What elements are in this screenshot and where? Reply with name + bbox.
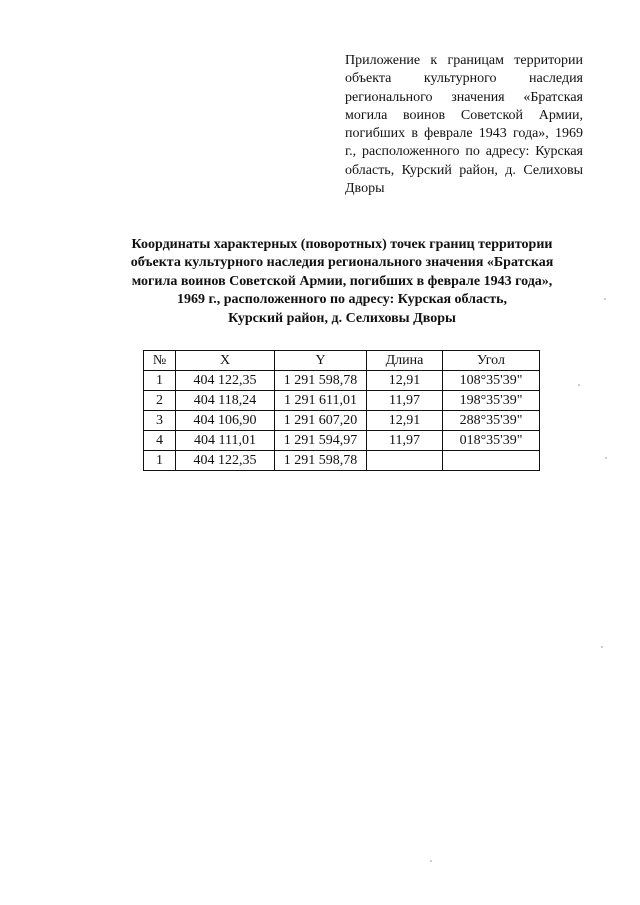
scan-speck: [605, 457, 607, 459]
scan-speck: [604, 298, 606, 300]
cell-angle: 288°35'39": [443, 411, 540, 431]
cell-length: 12,91: [367, 411, 443, 431]
cell-length: 11,97: [367, 431, 443, 451]
table-row: [144, 431, 540, 451]
document-title: [100, 236, 584, 328]
cell-y: 1 291 594,97: [275, 431, 367, 451]
appendix-note: Приложение к границам территории объекта культурного наследия регионального значения «Братская могила воинов Советской Армии, погибших в феврале 1943 года», 1969 г., расположенного по адресу: Курская область, Курский район, д. Селиховы Дворы: [345, 53, 583, 197]
cell-y: 1 291 598,78: [275, 451, 367, 471]
title-line: 1969 г., расположенного по адресу: Курская область,: [176, 292, 508, 308]
cell-x: 404 118,24: [176, 391, 275, 411]
cell-x: 404 111,01: [176, 431, 275, 451]
cell-number: 1: [144, 451, 176, 471]
title-line: объекта культурного наследия регионального значения «Братская: [130, 255, 554, 271]
cell-angle: 108°35'39": [443, 371, 540, 391]
header-number: №: [144, 351, 176, 371]
cell-length: 11,97: [367, 391, 443, 411]
cell-angle: 018°35'39": [443, 431, 540, 451]
header-angle: Угол: [443, 351, 540, 371]
cell-x: 404 122,35: [176, 451, 275, 471]
cell-number: 2: [144, 391, 176, 411]
cell-x: 404 122,35: [176, 371, 275, 391]
scan-speck: [601, 646, 603, 648]
cell-length: 12,91: [367, 371, 443, 391]
table-row: [144, 411, 540, 431]
header-length: Длина: [367, 351, 443, 371]
cell-length: [367, 451, 443, 471]
coordinates-table: [143, 350, 540, 471]
cell-angle: 198°35'39": [443, 391, 540, 411]
title-line: Курский район, д. Селиховы Дворы: [228, 310, 456, 326]
table-row: [144, 391, 540, 411]
cell-y: 1 291 598,78: [275, 371, 367, 391]
cell-x: 404 106,90: [176, 411, 275, 431]
title-line: могила воинов Советской Армии, погибших в феврале 1943 года»,: [131, 273, 553, 289]
header-x: X: [176, 351, 275, 371]
cell-number: 1: [144, 371, 176, 391]
scan-speck: [578, 384, 580, 386]
scan-speck: [430, 860, 432, 862]
table-row: [144, 371, 540, 391]
cell-number: 3: [144, 411, 176, 431]
header-y: Y: [275, 351, 367, 371]
table-header-row: [144, 351, 540, 371]
table-row: [144, 451, 540, 471]
title-line: Координаты характерных (поворотных) точек границ территории: [131, 237, 553, 252]
cell-number: 4: [144, 431, 176, 451]
cell-y: 1 291 607,20: [275, 411, 367, 431]
cell-angle: [443, 451, 540, 471]
cell-y: 1 291 611,01: [275, 391, 367, 411]
